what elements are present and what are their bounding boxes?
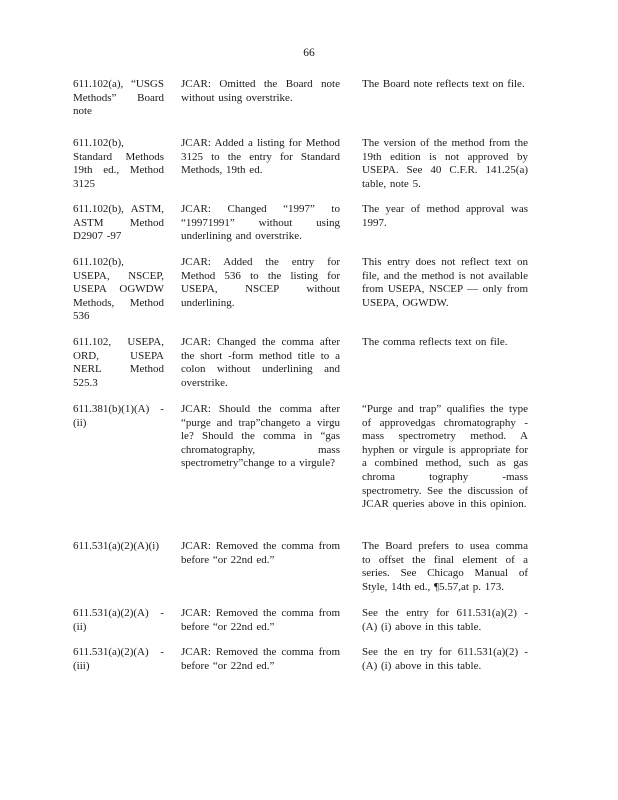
table-row [73, 256, 533, 336]
table-row [73, 607, 533, 646]
table-row [73, 336, 533, 403]
comment-cell: See the entry for 611.531(a)(2) - (A) (i) above in this table. [362, 607, 528, 633]
comment-cell: The Board note reflects text on file. [362, 78, 525, 90]
change-cell: JCAR: Removed the comma from before “or 22nd ed.” [181, 540, 340, 566]
comment-cell: The comma reflects text on file. [362, 336, 508, 348]
change-cell: JCAR: Changed the comma after the short -form method title to a colon without underlining and overstrike. [181, 336, 340, 389]
page-number: 66 [303, 47, 315, 59]
change-cell: JCAR: Changed “1997” to “19971991” without using underlining and overstrike. [181, 203, 340, 243]
change-cell: JCAR: Removed the comma from before “or 22nd ed.” [181, 607, 340, 633]
section-cell: 611.102(b), Standard Methods 19th ed., Method 3125 [73, 137, 164, 190]
change-cell: JCAR: Should the comma after “purge and trap”changeto a virgu le? Should the comma in “gas chromatography, mass spectrometry”change to a virgule? [181, 403, 340, 470]
section-cell: 611.531(a)(2)(A) - (ii) [73, 607, 164, 633]
change-cell: JCAR: Removed the comma from before “or 22nd ed.” [181, 646, 340, 672]
section-cell: 611.531(a)(2)(A)(i) [73, 540, 160, 552]
change-cell: JCAR: Added the entry for Method 536 to the listing for USEPA, NSCEP without underlining. [181, 256, 340, 309]
section-cell: 611.102(b), USEPA, NSCEP, USEPA OGWDW Methods, Method 536 [73, 256, 164, 323]
change-cell: JCAR: Omitted the Board note without using overstrike. [181, 78, 340, 104]
table-row [73, 203, 533, 256]
table-row [73, 137, 533, 203]
comment-cell: The Board prefers to usea comma to offset the final element of a series. See Chicago Manual of Style, 14th ed., ¶5.57,at p. 173. [362, 540, 528, 593]
comment-cell: This entry does not reflect text on file, and the method is not available from USEPA, NSCEP — only from USEPA, OGWDW. [362, 256, 528, 309]
section-cell: 611.102(a), “USGS Methods” Board note [73, 78, 164, 118]
section-cell: 611.102(b), ASTM, ASTM Method D2907 -97 [73, 203, 164, 243]
section-cell: 611.381(b)(1)(A) - (ii) [73, 403, 164, 429]
comment-cell: The year of method approval was 1997. [362, 203, 528, 229]
section-cell: 611.531(a)(2)(A) - (iii) [73, 646, 164, 672]
table-row [73, 78, 533, 137]
change-cell: JCAR: Added a listing for Method 3125 to the entry for Standard Methods, 19th ed. [181, 137, 340, 177]
table-row [73, 646, 533, 686]
comment-cell: See the en try for 611.531(a)(2) - (A) (i) above in this table. [362, 646, 528, 672]
section-cell: 611.102, USEPA, ORD, USEPA NERL Method 525.3 [73, 336, 164, 389]
table-row [73, 403, 533, 540]
comment-cell: “Purge and trap” qualifies the type of approvedgas chromatography - mass spectrometry method. A hyphen or virgule is appropriate for a combined method, such as gas chroma tography -mass spectrometry. See the discussion of JCAR queries above in this opinion. [362, 403, 528, 511]
table-row [73, 540, 533, 607]
comment-cell: The version of the method from the 19th edition is not approved by USEPA. See 40 C.F.R. 141.25(a) table, note 5. [362, 137, 528, 190]
jcar-changes-table [73, 78, 533, 686]
